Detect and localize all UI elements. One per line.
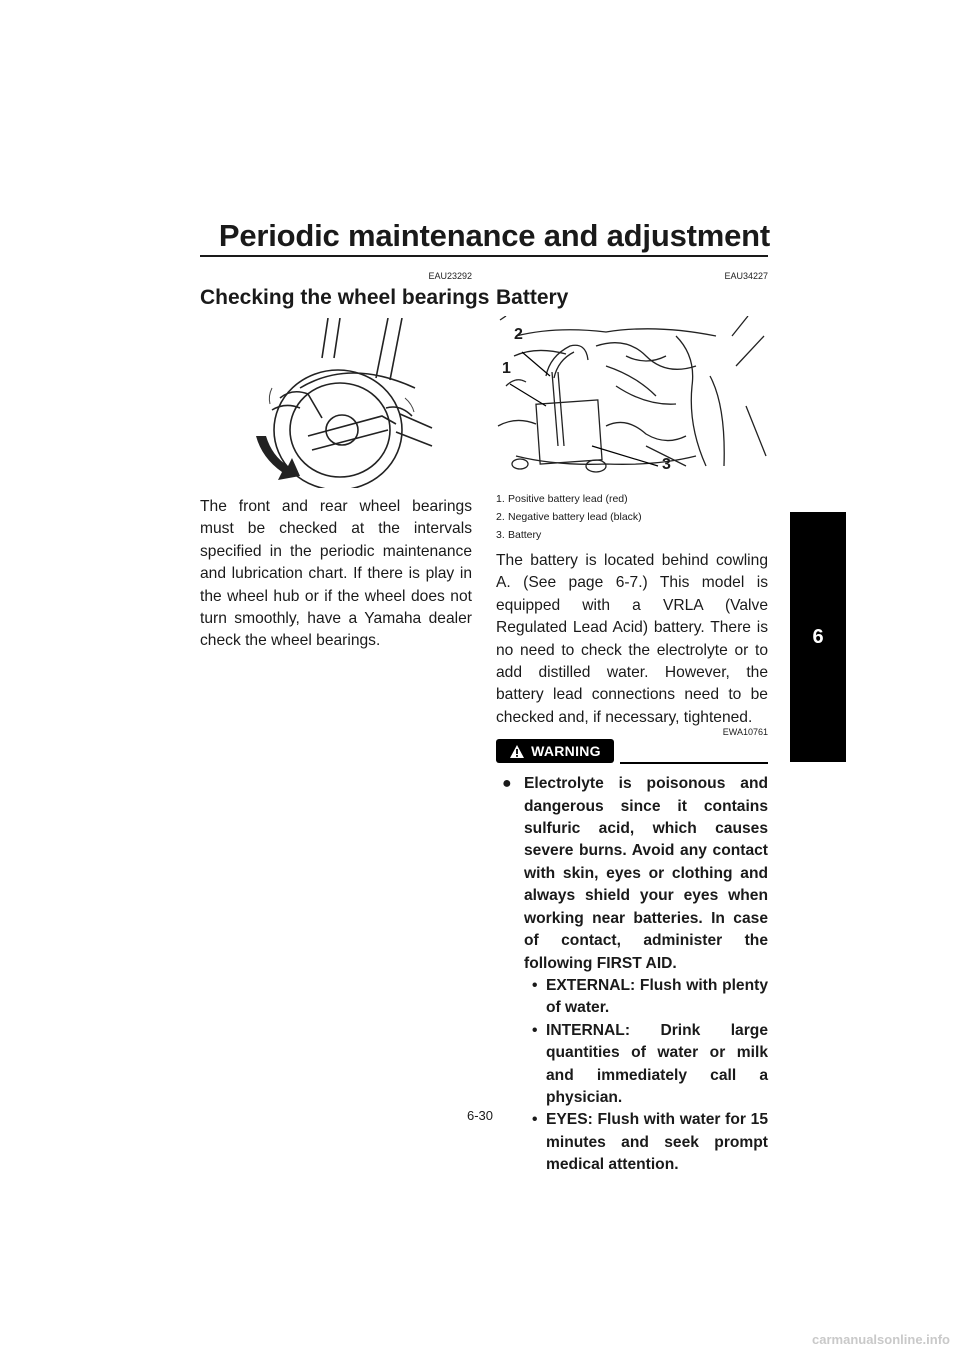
warning-main-text: Electrolyte is poisonous and dangerous since it contains sulfuric acid, which causes severe burns. Avoid any contact with skin, eyes or clothing and always shield your eyes when working near batteries. In case of contact, administer the following FIRST AID. (524, 775, 768, 972)
caption-number: 3. (496, 529, 505, 541)
warning-bullet (496, 773, 768, 975)
callout-1: 1 (502, 360, 511, 377)
section-code: EAU34227 (724, 271, 768, 281)
caption-item (496, 526, 768, 544)
caption-text: Negative battery lead (black) (508, 511, 642, 523)
battery-body: The battery is located behind cowling A. (See page 6-7.) This model is equipped with a VRLA (Valve Regulated Lead Acid) battery. There is no need to check the electrolyte or to add distilled water. However, the battery lead connections need to be checked and, if necessary, tightened. (496, 552, 768, 726)
section-code: EAU23292 (428, 271, 472, 281)
warning-label: WARNING (531, 743, 601, 760)
first-aid-text: EXTERNAL: Flush with plenty of water. (546, 976, 768, 1017)
callout-3: 3 (662, 456, 671, 473)
caption-text: Battery (508, 529, 542, 541)
caption-item (496, 508, 768, 526)
warning-triangle-icon (509, 744, 525, 759)
callout-2: 2 (514, 326, 523, 343)
first-aid-list (532, 975, 768, 1177)
bullet-mark-icon: • (532, 976, 538, 994)
caption-number: 2. (496, 511, 505, 523)
first-aid-item (532, 975, 768, 1020)
first-aid-item (532, 1020, 768, 1110)
wheel-bearing-illustration (200, 318, 472, 488)
caption-number: 1. (496, 493, 505, 505)
wheel-bearing-body: The front and rear wheel bearings must be checked at the intervals specified in the periodic maintenance and lubrication chart. If there is play in the wheel hub or if the wheel does not turn smoothly, have a Yamaha dealer check the wheel bearings. (200, 498, 472, 650)
warning-rule (620, 762, 768, 764)
section-heading: Checking the wheel bearings (200, 286, 490, 309)
warning-badge (496, 739, 614, 763)
bullet-mark-icon: • (532, 1021, 538, 1039)
left-column (200, 270, 490, 653)
right-column (496, 270, 768, 1177)
warning-code: EWA10761 (722, 727, 768, 738)
figure-captions (496, 490, 768, 544)
first-aid-text: EYES: Flush with water for 15 minutes and seek prompt medical attention. (546, 1111, 768, 1174)
header-rule (200, 255, 768, 257)
caption-item (496, 490, 768, 508)
warning-header (496, 727, 768, 765)
caption-text: Positive battery lead (red) (508, 493, 628, 505)
first-aid-text: INTERNAL: Drink large quantities of water or milk and immediately call a physician. (546, 1021, 768, 1106)
chapter-tab: 6 (790, 512, 846, 762)
page-header-title: Periodic maintenance and adjustment (218, 218, 770, 253)
watermark: carmanualsonline.info (812, 1332, 950, 1347)
battery-illustration (496, 316, 768, 486)
section-heading: Battery (496, 286, 569, 309)
page-number: 6-30 (466, 1108, 494, 1123)
bullet-mark-icon: • (532, 1111, 538, 1129)
bullet-dot-icon: ● (502, 775, 512, 793)
